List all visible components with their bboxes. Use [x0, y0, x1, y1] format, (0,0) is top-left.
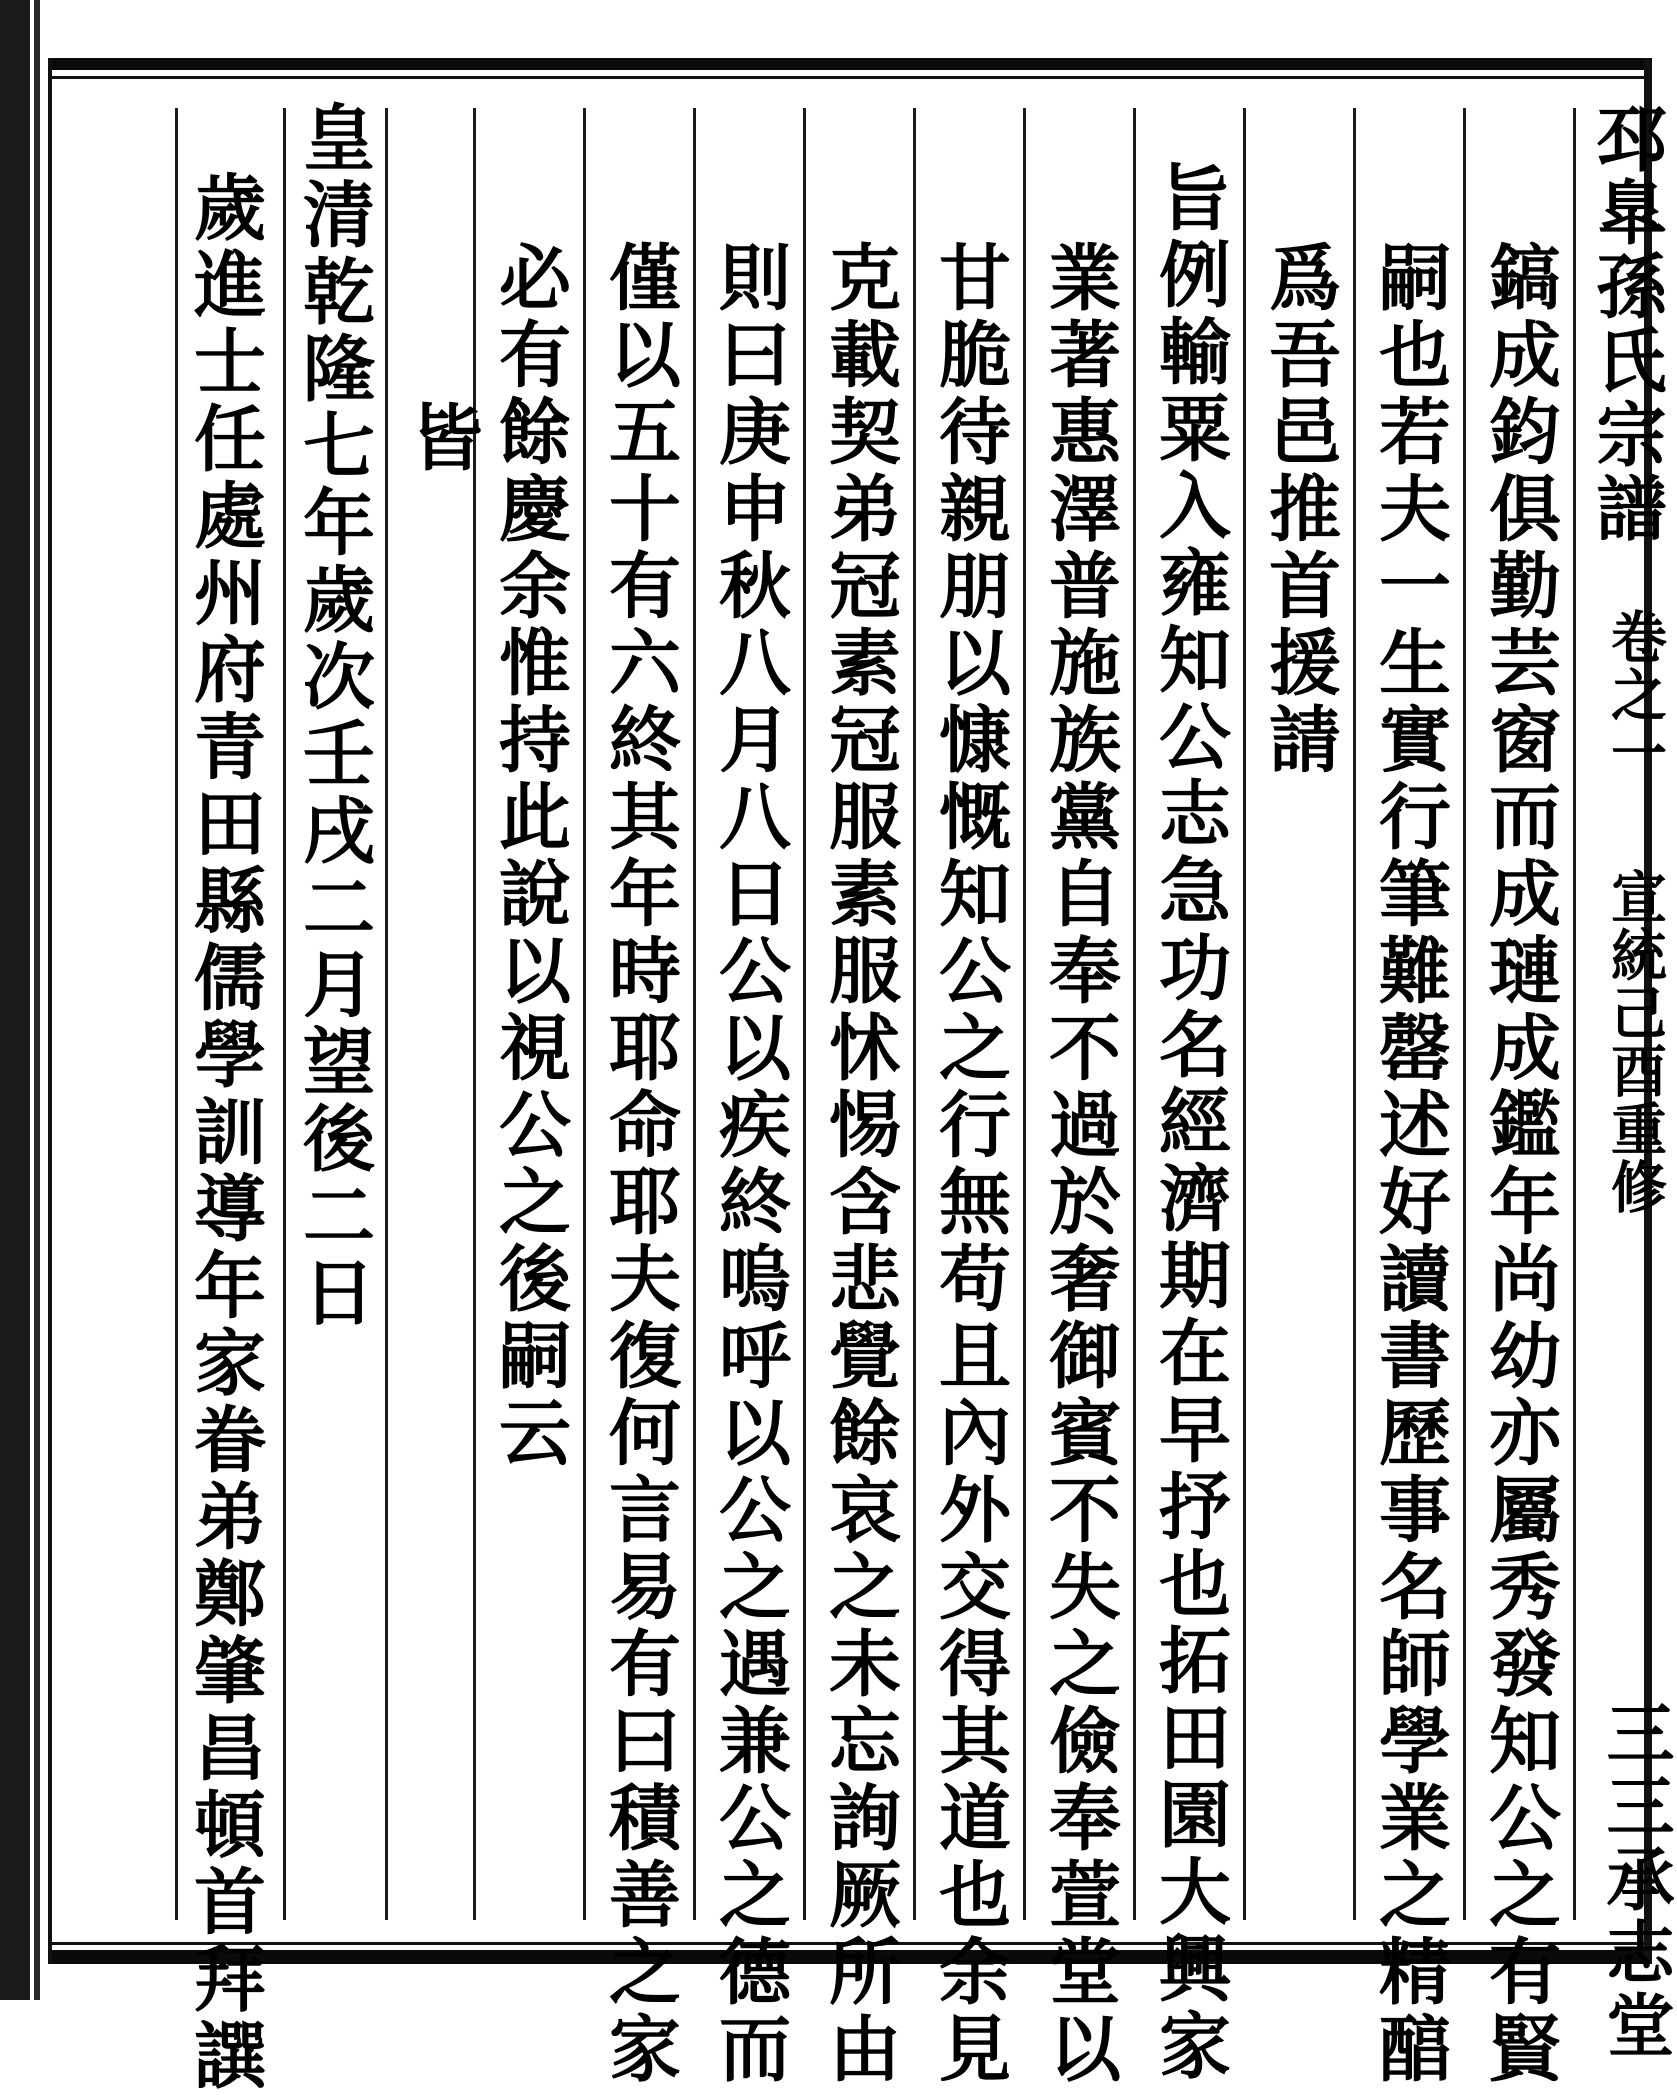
book-edge-left-inner [34, 0, 40, 2000]
column-divider [1243, 108, 1246, 1920]
text-column-1: 鎬成鈞俱勤芸窗而成璉成鑑年尚幼亦屬秀發知公之有賢 [1477, 240, 1562, 2088]
text-column-3: 爲吾邑推首援請 [1257, 240, 1342, 779]
top-border-thin [48, 76, 1648, 79]
text-column-7: 克載契弟冠素冠服素服怵惕含悲覺餘哀之未忘詢厥所由 [817, 240, 902, 2088]
spine-edition: 宣統己酉重修 [1602, 868, 1668, 1216]
spine-column [1585, 102, 1675, 2063]
column-divider [913, 108, 916, 1920]
spine-title: 邳臯孫氏宗譜 [1585, 102, 1668, 546]
column-divider [385, 108, 388, 1920]
column-divider [283, 108, 286, 1920]
column-divider [473, 108, 476, 1920]
text-column-4: 旨例輸粟入雍知公志急功名經濟期在早抒也拓田園大興家 [1147, 160, 1232, 2085]
spine-volume: 卷之一 [1602, 608, 1668, 782]
frame-left-border [48, 58, 52, 1964]
column-divider [1133, 108, 1136, 1920]
book-edge-left [0, 0, 30, 2000]
column-divider [1573, 108, 1576, 1920]
column-divider [175, 108, 178, 1920]
spine-page-marker: 三三承志堂 [1595, 1698, 1675, 2063]
column-divider [583, 108, 586, 1920]
text-column-10: 必有餘慶余惟持此說以視公之後嗣云 [487, 240, 572, 1472]
text-column-5: 業著惠澤普施族黨自奉不過於奢御賓不失之儉奉萱堂以 [1037, 240, 1122, 2088]
column-divider [803, 108, 806, 1920]
column-divider [1023, 108, 1026, 1920]
text-column-13: 皇清乾隆七年歲次壬戌二月望後二日 [291, 100, 376, 1332]
text-column-12: 皆 [399, 400, 484, 477]
column-divider [1463, 108, 1466, 1920]
column-divider [693, 108, 696, 1920]
column-divider [1353, 108, 1356, 1920]
top-border-thick [48, 58, 1648, 70]
text-column-8: 則曰庚申秋八月八日公以疾終嗚呼以公之遇兼公之德而 [707, 240, 792, 2088]
text-column-6: 甘脆待親朋以慷慨知公之行無苟且內外交得其道也余見 [927, 240, 1012, 2088]
text-column-2: 嗣也若夫一生實行筆難罄述好讀書歷事名師學業之精醕 [1367, 240, 1452, 2088]
text-column-9: 僅以五十有六終其年時耶命耶夫復何言易有曰積善之家 [597, 240, 682, 2088]
text-column-14: 歲進士任處州府青田縣儒學訓導年家眷弟鄭肇昌頓首拜譔 [182, 170, 267, 2095]
